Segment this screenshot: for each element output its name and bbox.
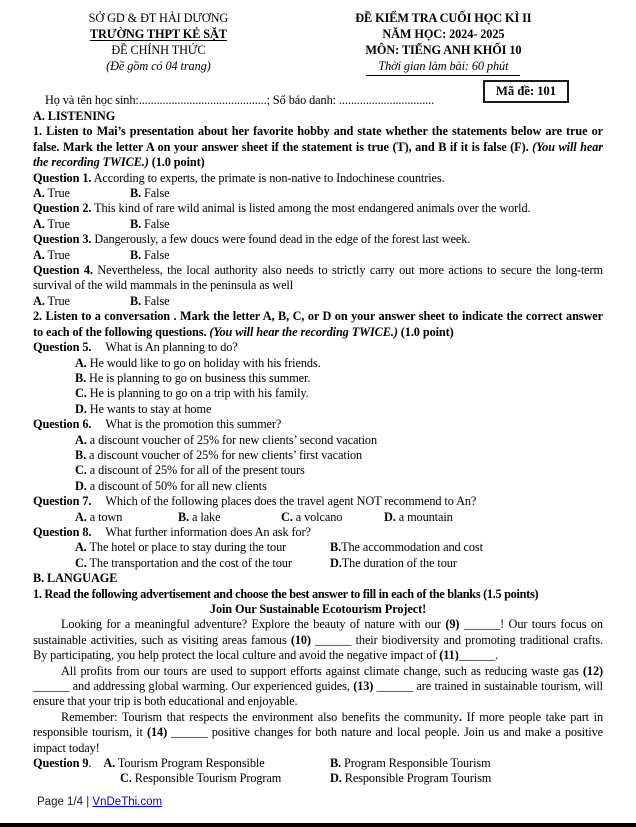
option-text: False [141,186,170,201]
question-label: Question 1. [33,170,92,185]
option-letter: D. [384,509,396,524]
option-text: He would like to go on holiday with his friends. [86,355,321,370]
option-b [130,248,170,263]
option-letter: A. [75,509,87,524]
option-text: Tourism Program Responsible [115,756,265,771]
option-a [75,433,603,448]
question-label: Question 6. [33,417,92,432]
question-7-options [33,510,603,525]
option-letter: D. [330,771,342,786]
question-label: Question 2. [33,201,92,216]
question-8 [33,525,603,540]
question-3 [33,232,603,247]
option-letter: A. [33,216,45,231]
option-text: True [44,247,70,262]
question-text: What is the promotion this summer? [105,417,282,432]
option-text: The accommodation and cost [341,540,483,555]
header-exam-block [284,10,603,76]
question-6 [33,417,603,432]
page-header [33,10,603,76]
question-label: Question 7. [33,494,92,509]
option-letter: B. [330,756,342,771]
department-name: SỞ GD & ĐT HẢI DƯƠNG [88,11,229,25]
advertisement-paragraph-1: Looking for a meaningful adventure? Explore the beauty of nature with our (9) ______! Our tours focus on sustainable activities, such as visiting areas famous (10) ______ their biodiversity and promoting traditional crafts. By participating, you help protect the local culture and avoid the negative impact of (11)______. [33,617,603,663]
question-3-options [33,248,603,263]
question-text: What is An planning to do? [105,340,238,355]
option-letter: A. [33,293,45,308]
option-text: The transportation and the cost of the tour [86,555,292,570]
option-text: He wants to stay at home [86,401,212,416]
option-text: False [141,216,170,231]
option-d [330,556,457,571]
option-letter: C. [75,386,87,401]
question-text: This kind of rare wild animal is listed among the most endangered animals over the world. [91,201,531,216]
student-name-blank: ........................................... [138,93,267,107]
option-letter: B. [75,370,87,385]
question-label: Question 4. [33,263,93,278]
question-2 [33,201,603,216]
options-row [33,540,603,555]
option-letter: C. [75,555,87,570]
question-4 [33,263,603,294]
option-text: True [44,216,70,231]
option-text: Responsible Tourism Program [131,771,282,786]
option-text: False [141,293,170,308]
question-1 [33,171,603,186]
time-limit-wrap [284,58,603,76]
question-8-options [33,540,603,571]
question-text: According to experts, the primate is non-native to Indochinese countries. [91,170,445,185]
exam-code-box: Mã đề: 101 [483,80,569,103]
question-text: Dangerously, a few doucs were found dead in the edge of the forest last week. [91,232,471,247]
question-label: Question 3. [33,232,92,247]
option-a [33,186,130,201]
option-c [33,771,330,786]
option-text: a lake [189,509,221,524]
school-name: TRƯỜNG THPT KẺ SẶT [89,27,227,41]
question-5 [33,340,603,355]
option-d [75,479,603,494]
section-a-heading: A. LISTENING [33,109,116,123]
option-b [75,448,603,463]
option-letter: D. [75,478,87,493]
question-9-row-2 [33,771,603,786]
option-a [75,540,330,555]
option-c [75,463,603,478]
option-b [75,371,603,386]
advertisement-paragraph-3: Remember: Tourism that respects the environment also benefits the community. If more people take part in responsible tourism, it (14) ______ positive changes for both nature and local people. Join us and make a positive impact today! [33,709,603,755]
option-text: True [44,293,70,308]
option-letter: A. [75,432,87,447]
question-label-sep: . [88,756,95,771]
option-text: He is planning to go on business this summer. [86,370,311,385]
option-b [130,186,170,201]
option-letter: B. [75,447,87,462]
header-school-block [33,10,284,76]
option-letter: D. [75,401,87,416]
option-text: a volcano [292,509,343,524]
option-letter: B. [130,186,142,201]
option-letter: C. [75,463,87,478]
option-d [330,771,491,786]
option-b [330,756,491,771]
time-limit: Thời gian làm bài: 60 phút [366,58,520,76]
official-exam-label: ĐỀ CHÍNH THỨC [111,43,206,57]
option-text: He is planning to go on a trip with his family. [86,386,309,401]
question-text: Which of the following places does the travel agent NOT recommend to An? [105,494,477,509]
option-letter: A. [33,186,45,201]
option-a [33,217,130,232]
option-text: a mountain [395,509,453,524]
option-text: a discount of 25% for all of the present tours [86,463,305,478]
option-text: a town [86,509,123,524]
option-text: True [44,186,70,201]
option-text: Responsible Program Tourism [341,771,492,786]
option-letter: B. [130,247,142,262]
question-9-left [33,756,330,771]
option-c [75,386,603,401]
option-letter: B. [330,540,342,555]
option-a [33,248,130,263]
option-letter: B. [130,216,142,231]
student-info-row [33,84,603,109]
option-b [330,540,483,555]
school-year: NĂM HỌC: 2024- 2025 [382,27,505,41]
option-letter: C. [120,771,132,786]
options-row [33,556,603,571]
option-letter: A. [75,540,87,555]
question-5-options [33,356,603,418]
student-id-label: ; Số báo danh: [266,93,339,107]
listening-part1-instructions: 1. Listen to Mai’s presentation about her favorite hobby and state whether the statements below are true or false. Mark the letter A on your answer sheet if the statement is true (T), and B if it is false (F). (You will hear the recording TWICE.) (1.0 point) [33,124,603,170]
option-letter: A. [75,355,87,370]
option-text: Program Responsible Tourism [341,756,491,771]
option-b [130,294,170,309]
page-bottom-edge [0,823,636,827]
student-name-label: Họ và tên học sinh: [45,93,139,107]
option-c [281,510,384,525]
option-b [178,510,281,525]
option-text: a discount voucher of 25% for new clients’ first vacation [86,447,363,462]
advertisement-paragraph-2: All profits from our tours are used to support efforts against climate change, such as reducing waste gas (12) ______ and addressing global warming. Our experienced guides, (13) ______ are trained in sustainable tourism, will ensure that your trip is both educational and enjoyable. [33,663,603,709]
question-6-options [33,433,603,495]
question-7 [33,494,603,509]
option-text: The hotel or place to stay during the tour [86,540,287,555]
language-part1-instructions: 1. Read the following advertisement and choose the best answer to fill in each of the blanks (1.5 points) [33,586,539,601]
section-b-heading: B. LANGUAGE [33,571,118,586]
page-footer [37,795,162,810]
option-a [75,510,178,525]
option-text: The duration of the tour [341,555,457,570]
option-b [130,217,170,232]
vndethi-link[interactable]: VnDeThi.com [92,795,163,808]
subject-name: MÔN: TIẾNG ANH KHỐI 10 [365,43,522,57]
option-a [75,356,603,371]
question-label: Question 9 [33,756,89,771]
question-label: Question 5. [33,340,92,355]
option-letter: D. [330,555,342,570]
question-label: Question 8. [33,524,92,539]
option-text: a discount voucher of 25% for new clients’ second vacation [86,432,378,447]
option-letter: B. [178,509,190,524]
question-1-options [33,186,603,201]
option-letter: A. [103,756,116,771]
question-text: Nevertheless, the local authority also needs to strictly carry out more actions to secure the long-term survival of the wild mammals in the peninsula as well [33,263,604,293]
option-a [33,294,130,309]
option-d [384,510,453,525]
exam-title: ĐỀ KIỂM TRA CUỐI HỌC KÌ II [355,11,532,25]
question-4-options [33,294,603,309]
question-2-options [33,217,603,232]
option-letter: B. [130,293,142,308]
option-text: False [141,247,170,262]
option-d [75,402,603,417]
option-text: a discount of 50% for all new clients [86,478,267,493]
page-number-label: Page 1/4 | [37,795,93,808]
listening-part2-instructions: 2. Listen to a conversation . Mark the letter A, B, C, or D on your answer sheet to indicate the correct answer to each of the following questions. (You will hear the recording TWICE.) (1.0 point) [33,309,603,339]
page-count-note: (Đề gồm có 04 trang) [106,59,211,73]
option-letter: A. [33,247,45,262]
student-id-blank: ................................ [338,93,435,107]
option-letter: C. [281,509,293,524]
question-text: What further information does An ask for? [105,524,311,539]
question-9 [33,756,603,771]
option-c [75,556,330,571]
advertisement-title: Join Our Sustainable Ecotourism Project! [209,602,427,616]
